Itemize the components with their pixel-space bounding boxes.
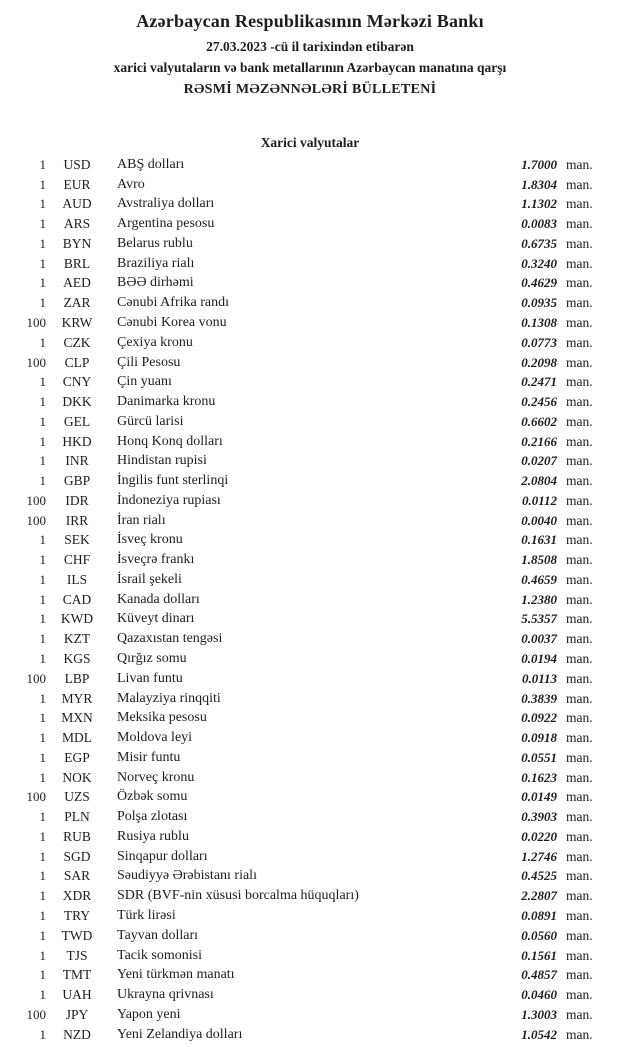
currency-code: SGD [63,848,91,864]
currency-row [0,748,620,768]
bulletin-header [0,0,620,98]
currency-quantity: 1 [39,156,46,172]
currency-code: TMT [62,967,92,983]
currency-row [0,965,620,985]
exchange-rate: 0.4857 [521,967,557,983]
unit-label: man. [566,809,593,825]
currency-code: GEL [63,413,91,429]
currency-quantity: 1 [39,532,46,548]
exchange-rate: 1.8304 [521,176,557,192]
exchange-rate: 0.0891 [521,907,557,923]
exchange-rate: 0.3839 [521,690,557,706]
currency-row [0,274,620,294]
currency-quantity: 1 [39,907,46,923]
currency-quantity: 1 [39,473,46,489]
unit-label: man. [566,176,593,192]
currency-row [0,392,620,412]
currency-code: RUB [63,828,91,844]
currency-name: Yapon yeni [117,1006,181,1022]
currency-name: Səudiyyə Ərəbistanı rialı [117,868,257,884]
exchange-rate: 2.0804 [521,473,557,489]
unit-label: man. [566,1026,593,1042]
currency-row [0,175,620,195]
currency-quantity: 100 [26,512,46,528]
currency-quantity: 1 [39,967,46,983]
unit-label: man. [566,828,593,844]
unit-label: man. [566,235,593,251]
currency-name: Kanada dolları [117,591,200,607]
exchange-rate: 0.2471 [521,374,557,390]
currency-code: UZS [64,789,90,805]
exchange-rate: 0.0037 [521,631,557,647]
currency-row [0,155,620,175]
currency-quantity: 1 [39,413,46,429]
currency-row [0,333,620,353]
currency-code: IDR [65,492,89,508]
currency-code: KRW [61,315,93,330]
currency-row [0,629,620,649]
unit-label: man. [566,196,593,212]
exchange-rate: 1.7000 [521,156,557,172]
exchange-rate: 0.0220 [521,828,557,844]
currency-code: EGP [64,749,90,765]
currency-code: ARS [63,216,91,232]
currency-rate-table [0,155,620,1044]
currency-code: JPY [65,1006,89,1022]
bulletin-title: RƏSMİ MƏZƏNNƏLƏRİ BÜLLETENİ [183,82,437,97]
exchange-rate: 0.1561 [521,947,557,963]
currency-quantity: 1 [39,235,46,251]
currency-row [0,610,620,630]
currency-code: ILS [66,571,88,587]
currency-code: IRR [65,512,89,528]
currency-row [0,471,620,491]
unit-label: man. [566,413,593,429]
currency-quantity: 1 [39,374,46,390]
currency-name: Çili Pesosu [117,354,181,370]
unit-label: man. [566,789,593,805]
currency-code: SEK [64,532,90,548]
currency-row [0,550,620,570]
currency-row [0,432,620,452]
currency-name: Malayziya rinqqiti [117,690,221,706]
currency-quantity: 1 [39,394,46,410]
unit-label: man. [566,888,593,904]
currency-name: SDR (BVF-nin xüsusi borcalma hüquqları) [117,888,359,904]
unit-label: man. [566,374,593,390]
currency-code: AED [63,275,91,291]
exchange-rate: 0.0918 [521,730,557,746]
unit-label: man. [566,749,593,765]
unit-label: man. [566,631,593,647]
currency-name: Cənubi Korea vonu [117,315,227,330]
currency-name: Cənubi Afrika randı [117,295,229,311]
currency-row [0,807,620,827]
currency-quantity: 1 [39,769,46,785]
currency-row [0,313,620,333]
unit-label: man. [566,987,593,1003]
currency-code: UAH [62,987,92,1003]
currency-name: Sinqapur dolları [117,848,208,864]
exchange-rate: 1.1302 [521,196,557,212]
currency-name: Özbək somu [117,789,188,805]
currency-row [0,412,620,432]
exchange-rate: 2.2807 [521,888,557,904]
currency-quantity: 1 [39,334,46,350]
currency-name: İsveç kronu [117,532,183,548]
currency-name: Meksika pesosu [117,710,207,726]
currency-code: LBP [64,670,90,686]
currency-code: KZT [63,631,91,647]
currency-row [0,491,620,511]
currency-name: Qazaxıstan tengəsi [117,631,223,647]
exchange-rate: 0.0560 [521,927,557,943]
exchange-rate: 0.0113 [521,670,557,686]
currency-row [0,985,620,1005]
exchange-rate: 0.3903 [521,809,557,825]
currency-row [0,867,620,887]
currency-row [0,254,620,274]
effective-date: 27.03.2023 -cü il tarixindən etibarən [206,39,414,54]
currency-code: TWD [61,927,93,943]
currency-name: Tacik somonisi [117,947,202,963]
currency-row [0,788,620,808]
currency-quantity: 1 [39,176,46,192]
unit-label: man. [566,611,593,627]
currency-code: ZAR [63,295,91,311]
currency-name: İsveçrə frankı [117,552,195,568]
currency-quantity: 1 [39,275,46,291]
currency-code: MYR [61,690,93,706]
unit-label: man. [566,453,593,469]
exchange-rate: 0.0194 [521,651,557,667]
currency-name: Argentina pesosu [117,216,215,232]
currency-name: Küveyt dinarı [117,611,195,627]
currency-name: Danimarka kronu [117,394,216,410]
currency-row [0,511,620,531]
currency-quantity: 1 [39,611,46,627]
currency-quantity: 1 [39,216,46,232]
exchange-rate: 0.2456 [521,394,557,410]
currency-row [0,768,620,788]
unit-label: man. [566,670,593,686]
currency-name: Yeni Zelandiya dolları [117,1026,243,1042]
currency-name: Yeni türkmən manatı [117,967,235,983]
currency-name: İsrail şekeli [117,571,182,587]
exchange-rate: 1.0542 [521,1026,557,1042]
unit-label: man. [566,848,593,864]
currency-code: BRL [63,255,91,271]
currency-quantity: 100 [26,315,46,330]
currency-quantity: 100 [26,354,46,370]
currency-row [0,728,620,748]
exchange-rate: 0.2166 [521,433,557,449]
unit-label: man. [566,295,593,311]
currency-quantity: 1 [39,453,46,469]
unit-label: man. [566,1006,593,1022]
currency-quantity: 100 [26,670,46,686]
currency-name: Norveç kronu [117,769,195,785]
exchange-rate: 1.2380 [521,591,557,607]
currency-name: Polşa zlotası [117,809,188,825]
exchange-rate: 0.6602 [521,413,557,429]
currency-row [0,195,620,215]
currency-code: SAR [63,868,91,884]
exchange-rate: 0.4525 [521,868,557,884]
unit-label: man. [566,868,593,884]
currency-row [0,906,620,926]
currency-row [0,649,620,669]
currency-quantity: 1 [39,571,46,587]
exchange-rate: 0.0460 [521,987,557,1003]
currency-quantity: 1 [39,433,46,449]
currency-quantity: 1 [39,631,46,647]
currency-quantity: 1 [39,888,46,904]
currency-quantity: 1 [39,848,46,864]
exchange-rate: 0.1631 [521,532,557,548]
unit-label: man. [566,571,593,587]
unit-label: man. [566,769,593,785]
unit-label: man. [566,552,593,568]
currency-row [0,234,620,254]
currency-quantity: 1 [39,196,46,212]
currency-code: MDL [62,730,92,746]
currency-quantity: 1 [39,255,46,271]
unit-label: man. [566,275,593,291]
currency-row [0,214,620,234]
currency-quantity: 1 [39,868,46,884]
currency-row [0,827,620,847]
exchange-rate: 0.4629 [521,275,557,291]
currency-name: Honq Konq dolları [117,433,223,449]
bulletin-subtitle: xarici valyutaların və bank metallarının Azərbaycan manatına qarşı [113,60,507,75]
unit-label: man. [566,512,593,528]
unit-label: man. [566,947,593,963]
currency-name: Qırğız somu [117,651,187,667]
currency-name: Avstraliya dolları [117,196,215,212]
currency-code: CNY [62,374,92,390]
bank-name: Azərbaycan Respublikasının Mərkəzi Bankı [136,11,484,31]
exchange-rate: 0.0149 [521,789,557,805]
currency-row [0,847,620,867]
currency-name: Livan funtu [117,670,183,686]
currency-quantity: 1 [39,828,46,844]
currency-row [0,570,620,590]
currency-quantity: 1 [39,1026,46,1042]
currency-quantity: 1 [39,809,46,825]
currency-quantity: 100 [26,492,46,508]
currency-quantity: 1 [39,690,46,706]
exchange-rate: 1.3003 [521,1006,557,1022]
currency-row [0,293,620,313]
currency-row [0,1005,620,1025]
exchange-rate: 0.2098 [521,354,557,370]
currency-row [0,926,620,946]
currency-name: BƏƏ dirhəmi [117,275,194,291]
currency-name: Ukrayna qrivnası [117,987,214,1003]
currency-code: NOK [62,769,92,785]
currency-quantity: 1 [39,987,46,1003]
exchange-rate: 0.1623 [521,769,557,785]
currency-quantity: 1 [39,927,46,943]
currency-row [0,669,620,689]
currency-code: GBP [63,473,91,489]
currency-code: HKD [62,433,92,449]
exchange-rate: 0.0040 [521,512,557,528]
currency-code: INR [65,453,89,469]
currency-code: NZD [63,1026,91,1042]
currency-quantity: 1 [39,295,46,311]
unit-label: man. [566,532,593,548]
exchange-rate: 0.0207 [521,453,557,469]
unit-label: man. [566,730,593,746]
currency-row [0,708,620,728]
unit-label: man. [566,591,593,607]
exchange-rate: 0.0112 [521,492,557,508]
exchange-rate: 0.0773 [521,334,557,350]
currency-name: Çexiya kronu [117,334,193,350]
currency-name: İndoneziya rupiası [117,492,221,508]
currency-name: Türk lirəsi [117,907,176,923]
currency-row [0,886,620,906]
currency-name: Tayvan dolları [117,927,199,943]
currency-quantity: 1 [39,710,46,726]
currency-name: Hindistan rupisi [117,453,207,469]
unit-label: man. [566,433,593,449]
exchange-rate: 0.0083 [521,216,557,232]
exchange-rate: 0.0551 [521,749,557,765]
unit-label: man. [566,927,593,943]
currency-name: İran rialı [117,512,166,528]
exchange-rate: 0.0922 [521,710,557,726]
unit-label: man. [566,156,593,172]
exchange-rate: 0.4659 [521,571,557,587]
unit-label: man. [566,216,593,232]
unit-label: man. [566,492,593,508]
currency-row [0,372,620,392]
currency-code: KWD [60,611,94,627]
currency-quantity: 1 [39,591,46,607]
currency-quantity: 1 [39,947,46,963]
currency-row [0,689,620,709]
currency-code: XDR [62,888,92,904]
currency-code: CHF [63,552,91,568]
currency-name: Moldova leyi [117,730,193,746]
exchange-rate: 0.6735 [521,235,557,251]
unit-label: man. [566,315,593,330]
exchange-rate: 1.8508 [521,552,557,568]
currency-code: CZK [63,334,91,350]
currency-quantity: 1 [39,730,46,746]
currency-name: Çin yuanı [117,374,172,390]
exchange-rate: 1.2746 [521,848,557,864]
currency-row [0,946,620,966]
currency-name: Avro [117,176,145,192]
currency-quantity: 1 [39,749,46,765]
unit-label: man. [566,651,593,667]
unit-label: man. [566,710,593,726]
unit-label: man. [566,473,593,489]
currency-code: MXN [61,710,93,726]
exchange-rate: 0.1308 [521,315,557,330]
currency-row [0,451,620,471]
currency-row [0,531,620,551]
currency-quantity: 100 [26,789,46,805]
currency-code: TJS [66,947,88,963]
currency-name: Misir funtu [117,749,181,765]
currency-quantity: 100 [26,1006,46,1022]
unit-label: man. [566,334,593,350]
currency-name: Rusiya rublu [117,828,189,844]
currency-name: ABŞ dolları [117,156,185,172]
currency-row [0,1025,620,1045]
currency-code: PLN [64,809,90,825]
currency-row [0,353,620,373]
currency-code: TRY [63,907,91,923]
currency-code: DKK [62,394,92,410]
exchange-rate: 0.3240 [521,255,557,271]
exchange-rate: 0.0935 [521,295,557,311]
currency-code: CLP [64,354,90,370]
section-title-foreign-currencies: Xarici valyutalar [260,135,360,150]
currency-code: AUD [62,196,92,212]
currency-name: İngilis funt sterlinqi [117,473,229,489]
currency-quantity: 1 [39,651,46,667]
currency-code: USD [63,156,91,172]
currency-code: BYN [62,235,92,251]
currency-code: EUR [63,176,91,192]
currency-name: Belarus rublu [117,235,193,251]
unit-label: man. [566,255,593,271]
exchange-rate: 5.5357 [521,611,557,627]
currency-code: KGS [63,651,91,667]
currency-code: CAD [62,591,92,607]
unit-label: man. [566,394,593,410]
currency-name: Gürcü larisi [117,413,184,429]
unit-label: man. [566,967,593,983]
unit-label: man. [566,690,593,706]
unit-label: man. [566,907,593,923]
currency-quantity: 1 [39,552,46,568]
currency-name: Braziliya rialı [117,255,195,271]
unit-label: man. [566,354,593,370]
currency-row [0,590,620,610]
